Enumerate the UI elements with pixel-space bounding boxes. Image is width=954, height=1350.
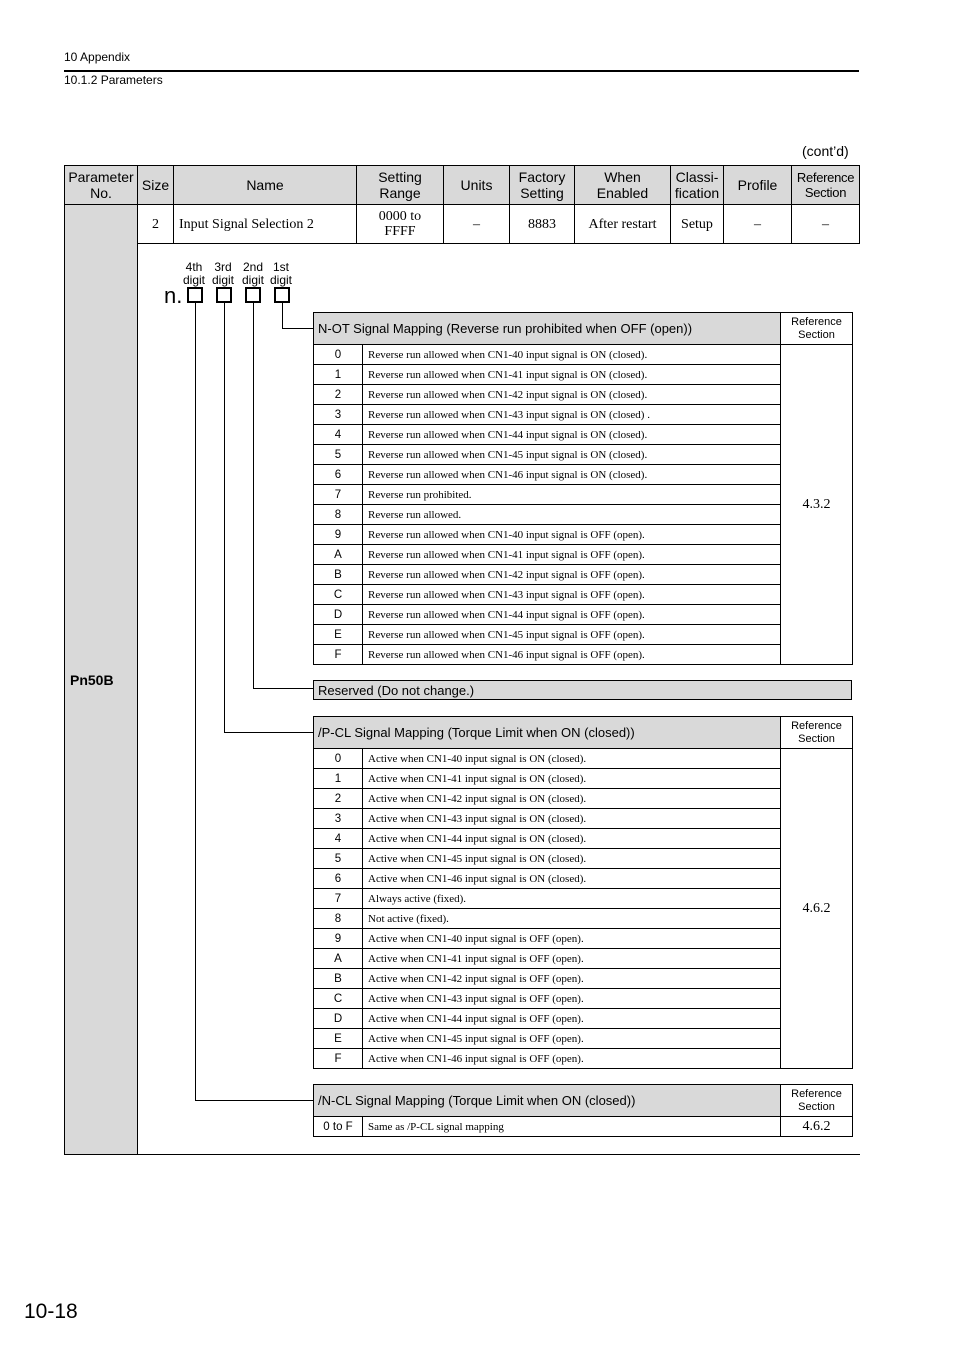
row-description: Reverse run allowed when CN1-43 input signal is ON (closed) . xyxy=(363,405,781,425)
header-rule xyxy=(64,70,859,72)
table-row xyxy=(314,849,853,869)
row-description: Reverse run allowed when CN1-42 input signal is OFF (open). xyxy=(363,565,781,585)
row-code: 1 xyxy=(314,769,363,789)
table-row xyxy=(314,645,853,665)
row-code: 9 xyxy=(314,525,363,545)
table-row xyxy=(314,345,853,365)
row-code: F xyxy=(314,1049,363,1069)
ncl-mapping-table xyxy=(313,1084,853,1137)
row-description: Active when CN1-41 input signal is ON (closed). xyxy=(363,769,781,789)
row-description: Reverse run allowed when CN1-40 input signal is ON (closed). xyxy=(363,345,781,365)
col-param-no: Parameter No. xyxy=(65,166,138,205)
row-description: Reverse run allowed when CN1-44 input signal is ON (closed). xyxy=(363,425,781,445)
digit-box-4th xyxy=(187,287,203,303)
table-row xyxy=(314,365,853,385)
row-code: 1 xyxy=(314,365,363,385)
row-code: 7 xyxy=(314,889,363,909)
param-size: 2 xyxy=(138,205,174,244)
row-code: A xyxy=(314,545,363,565)
row-description: Active when CN1-43 input signal is ON (closed). xyxy=(363,809,781,829)
row-code: D xyxy=(314,605,363,625)
table-row xyxy=(314,445,853,465)
table-row xyxy=(314,949,853,969)
row-code: 6 xyxy=(314,869,363,889)
digit-label-4th: 4th digit xyxy=(182,260,205,287)
pcl-table-body xyxy=(314,749,853,1069)
row-code: 3 xyxy=(314,405,363,425)
table-row xyxy=(314,425,853,445)
digit-prefix: n. xyxy=(164,283,183,308)
table-row xyxy=(314,505,853,525)
row-code: B xyxy=(314,565,363,585)
not-table-header xyxy=(314,313,853,345)
not-table-body xyxy=(314,345,853,665)
table-row xyxy=(314,869,853,889)
table-row xyxy=(314,565,853,585)
digit-label-1st: 1st digit xyxy=(269,260,292,287)
reference-section-value: 4.3.2 xyxy=(781,345,853,665)
row-code: 6 xyxy=(314,465,363,485)
row-description: Active when CN1-46 input signal is OFF (open). xyxy=(363,1049,781,1069)
row-description: Reverse run allowed when CN1-43 input signal is OFF (open). xyxy=(363,585,781,605)
table-row xyxy=(314,585,853,605)
row-description: Reverse run allowed when CN1-42 input signal is ON (closed). xyxy=(363,385,781,405)
row-code: 7 xyxy=(314,485,363,505)
table-row xyxy=(314,485,853,505)
param-classification: Setup xyxy=(671,205,724,244)
row-code: 5 xyxy=(314,445,363,465)
row-description: Active when CN1-45 input signal is OFF (open). xyxy=(363,1029,781,1049)
row-description: Active when CN1-44 input signal is OFF (open). xyxy=(363,1009,781,1029)
param-when-enabled: After restart xyxy=(575,205,671,244)
table-row xyxy=(314,405,853,425)
row-code: C xyxy=(314,585,363,605)
param-reference: – xyxy=(792,205,860,244)
digit-box-1st xyxy=(274,287,290,303)
connector-2nd-vertical xyxy=(253,303,254,688)
reserved-bar: Reserved (Do not change.) xyxy=(313,680,852,700)
row-code: 4 xyxy=(314,425,363,445)
table-row xyxy=(314,769,853,789)
row-description: Reverse run allowed when CN1-46 input signal is OFF (open). xyxy=(363,645,781,665)
row-description: Reverse run allowed when CN1-45 input signal is ON (closed). xyxy=(363,445,781,465)
col-setting-range: Setting Range xyxy=(357,166,444,205)
connector-3rd-vertical xyxy=(224,303,225,732)
table-row xyxy=(314,625,853,645)
param-units: – xyxy=(444,205,510,244)
row-description: Reverse run allowed when CN1-40 input signal is OFF (open). xyxy=(363,525,781,545)
table-row xyxy=(314,829,853,849)
row-code: 5 xyxy=(314,849,363,869)
row-description: Active when CN1-44 input signal is ON (closed). xyxy=(363,829,781,849)
connector-2nd-horizontal xyxy=(253,688,313,689)
row-code: 4 xyxy=(314,829,363,849)
row-code: 8 xyxy=(314,505,363,525)
page-number: 10-18 xyxy=(24,1300,78,1323)
digit-box-3rd xyxy=(216,287,232,303)
param-factory-setting: 8883 xyxy=(510,205,575,244)
table-row xyxy=(314,1049,853,1069)
row-code: 2 xyxy=(314,385,363,405)
col-reference: Reference Section xyxy=(792,166,860,205)
row-description: Reverse run allowed when CN1-41 input signal is ON (closed). xyxy=(363,365,781,385)
row-description: Active when CN1-41 input signal is OFF (open). xyxy=(363,949,781,969)
row-description: Same as /P-CL signal mapping xyxy=(363,1117,781,1137)
row-code: D xyxy=(314,1009,363,1029)
row-description: Active when CN1-43 input signal is OFF (open). xyxy=(363,989,781,1009)
row-code: 0 xyxy=(314,345,363,365)
row-description: Reverse run allowed when CN1-46 input signal is ON (closed). xyxy=(363,465,781,485)
row-description: Active when CN1-46 input signal is ON (closed). xyxy=(363,869,781,889)
row-code: F xyxy=(314,645,363,665)
col-when-enabled: When Enabled xyxy=(575,166,671,205)
table-row xyxy=(314,385,853,405)
ncl-table-ref-header: Reference Section xyxy=(781,1085,853,1117)
row-code: E xyxy=(314,625,363,645)
row-description: Active when CN1-42 input signal is OFF (open). xyxy=(363,969,781,989)
table-row xyxy=(314,889,853,909)
reference-section-value: 4.6.2 xyxy=(781,1117,853,1137)
col-name: Name xyxy=(174,166,357,205)
pcl-table-ref-header: Reference Section xyxy=(781,717,853,749)
digit-label-2nd: 2nd digit xyxy=(241,260,264,287)
table-row xyxy=(314,525,853,545)
row-code: 8 xyxy=(314,909,363,929)
row-description: Reverse run allowed when CN1-45 input signal is OFF (open). xyxy=(363,625,781,645)
table-row xyxy=(314,749,853,769)
row-code: E xyxy=(314,1029,363,1049)
table-row xyxy=(314,1009,853,1029)
row-description: Reverse run allowed. xyxy=(363,505,781,525)
param-name: Input Signal Selection 2 xyxy=(174,205,357,244)
col-units: Units xyxy=(444,166,510,205)
param-number: Pn50B xyxy=(65,205,138,1155)
pcl-table-header xyxy=(314,717,853,749)
row-description: Active when CN1-42 input signal is ON (closed). xyxy=(363,789,781,809)
row-code: 2 xyxy=(314,789,363,809)
row-description: Reverse run allowed when CN1-44 input signal is OFF (open). xyxy=(363,605,781,625)
parameter-row xyxy=(65,205,860,244)
row-description: Reverse run allowed when CN1-41 input signal is OFF (open). xyxy=(363,545,781,565)
row-description: Active when CN1-40 input signal is OFF (open). xyxy=(363,929,781,949)
table-row xyxy=(314,789,853,809)
connector-4th-horizontal xyxy=(195,1100,313,1101)
digit-box-2nd xyxy=(245,287,261,303)
table-row xyxy=(314,465,853,485)
connector-3rd-horizontal xyxy=(224,732,313,733)
param-profile: – xyxy=(724,205,792,244)
row-code: 0 to F xyxy=(314,1117,363,1137)
connector-1st-vertical xyxy=(282,303,283,328)
not-table-ref-header: Reference Section xyxy=(781,313,853,345)
table-row xyxy=(314,969,853,989)
ncl-table-title: /N-CL Signal Mapping (Torque Limit when ON (closed)) xyxy=(314,1085,781,1117)
row-code: A xyxy=(314,949,363,969)
connector-4th-vertical xyxy=(195,303,196,1100)
table-row xyxy=(314,929,853,949)
col-profile: Profile xyxy=(724,166,792,205)
not-table-title: N-OT Signal Mapping (Reverse run prohibited when OFF (open)) xyxy=(314,313,781,345)
table-row xyxy=(314,1117,853,1137)
ncl-table-header xyxy=(314,1085,853,1117)
row-description: Always active (fixed). xyxy=(363,889,781,909)
col-factory-setting: Factory Setting xyxy=(510,166,575,205)
continued-label: (cont’d) xyxy=(802,143,849,159)
row-description: Not active (fixed). xyxy=(363,909,781,929)
table-row xyxy=(314,809,853,829)
row-description: Reverse run prohibited. xyxy=(363,485,781,505)
reference-section-value: 4.6.2 xyxy=(781,749,853,1069)
row-code: 9 xyxy=(314,929,363,949)
col-classification: Classi- fication xyxy=(671,166,724,205)
table-row xyxy=(314,1029,853,1049)
row-code: 3 xyxy=(314,809,363,829)
pcl-mapping-table xyxy=(313,716,853,1069)
row-code: 0 xyxy=(314,749,363,769)
connector-1st-horizontal xyxy=(282,328,313,329)
row-description: Active when CN1-45 input signal is ON (closed). xyxy=(363,849,781,869)
table-row xyxy=(314,989,853,1009)
table-row xyxy=(314,909,853,929)
digit-label-3rd: 3rd digit xyxy=(211,260,234,287)
row-code: C xyxy=(314,989,363,1009)
header-row xyxy=(65,166,860,205)
row-description: Active when CN1-40 input signal is ON (closed). xyxy=(363,749,781,769)
ncl-table-body xyxy=(314,1117,853,1137)
section-header: 10.1.2 Parameters xyxy=(64,73,163,87)
row-code: B xyxy=(314,969,363,989)
chapter-header: 10 Appendix xyxy=(64,50,131,64)
pcl-table-title: /P-CL Signal Mapping (Torque Limit when ON (closed)) xyxy=(314,717,781,749)
not-mapping-table xyxy=(313,312,853,665)
param-setting-range: 0000 to FFFF xyxy=(357,205,444,244)
table-row xyxy=(314,545,853,565)
col-size: Size xyxy=(138,166,174,205)
table-row xyxy=(314,605,853,625)
